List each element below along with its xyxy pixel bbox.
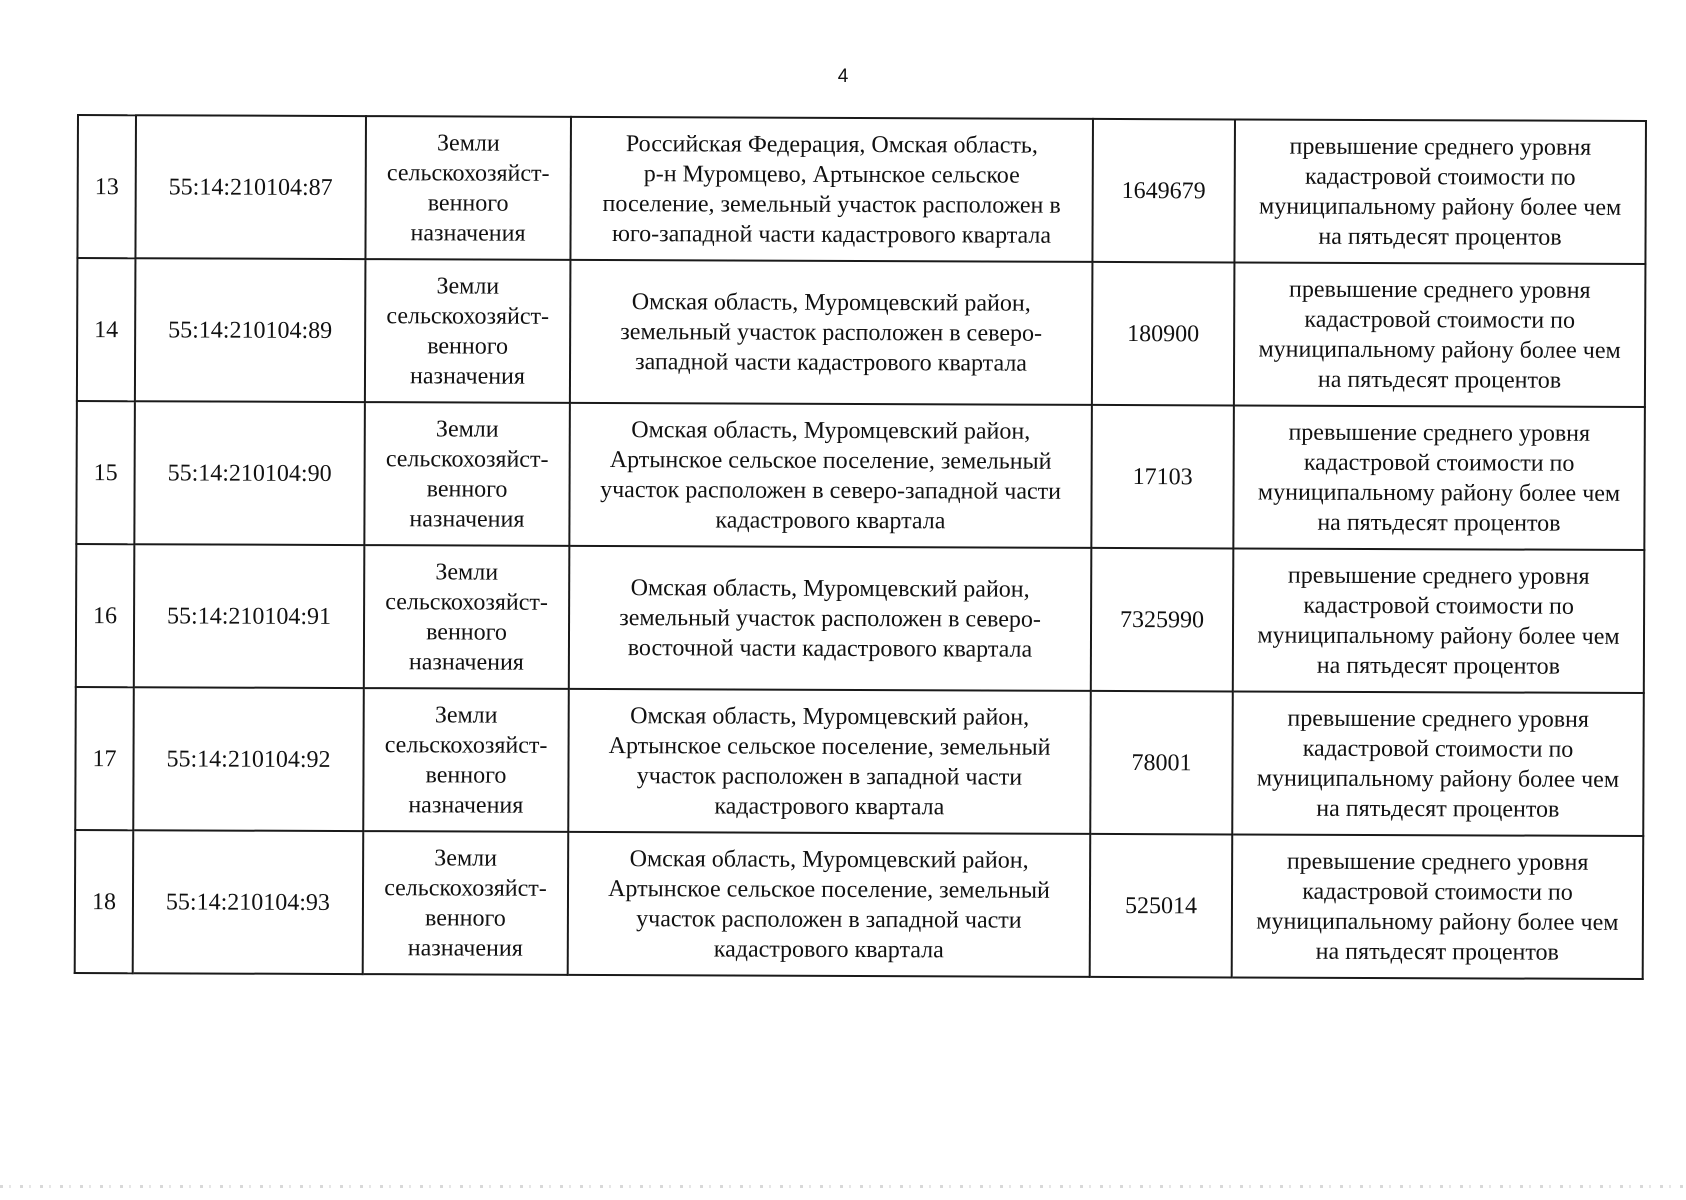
cadastral-value-cell [1092,262,1235,406]
land-category-line: Земли [435,415,499,443]
address-line: Омская область, Муромцевский район, [629,845,1029,874]
address-cell [569,403,1092,548]
reason-line: на пятьдесят процентов [1316,652,1561,680]
address-line: участок расположен в западной части [636,762,1023,791]
address-line: кадастрового квартала [713,935,944,963]
cadastral-number-cell [134,401,365,545]
row-number-cell [76,401,135,544]
reason-cell [1233,405,1645,550]
address-line: кадастрового квартала [715,506,946,534]
cadastral-number-cell [135,115,366,259]
address-line: Омская область, Муромцевский район, [631,416,1031,445]
land-category-line: сельскохозяйст- [386,302,550,330]
address-line: земельный участок расположен в северо- [619,604,1041,633]
address-line: Артынское сельское поселение, земельный [608,732,1051,761]
reason-cell [1234,119,1646,264]
row-number-text: 18 [91,888,117,915]
cadastral-number-text: 55:14:210104:87 [168,173,333,201]
address-cell [570,260,1093,405]
land-category-line: венного [425,761,507,789]
land-category-cell [364,402,570,546]
cadastral-value-text: 7325990 [1120,606,1205,633]
reason-line: на пятьдесят процентов [1318,223,1562,251]
land-category-line: Земли [436,129,500,157]
address-line: Омская область, Муромцевский район, [630,702,1030,731]
reason-line: превышение среднего уровня [1289,133,1592,161]
address-line: Омская область, Муромцевский район, [631,288,1031,317]
cadastral-value-cell [1090,691,1233,835]
address-line: участок расположен в северо-западной части [600,476,1062,505]
land-category-line: сельскохозяйст- [386,159,550,187]
land-category-cell [364,545,570,689]
row-number-cell [75,830,134,973]
row-number-text: 17 [92,745,117,772]
land-category-line: сельскохозяйст- [385,588,548,616]
cadastral-number-cell [133,687,364,831]
land-category-line: венного [426,475,508,503]
land-category-line: Земли [434,844,498,872]
reason-cell [1233,548,1645,693]
land-plots-table [74,114,1647,980]
reason-line: превышение среднего уровня [1286,848,1589,876]
address-line: западной части кадастрового квартала [635,348,1028,377]
land-category-cell [363,688,569,832]
cadastral-value-text: 17103 [1132,463,1193,490]
address-line: р-н Муромцево, Артынское сельское [643,160,1020,189]
address-line: юго-западной части кадастрового квартала [611,220,1052,249]
address-line: участок расположен в западной части [636,905,1022,934]
reason-line: кадастровой стоимости по [1302,878,1573,906]
reason-line: муниципальному району более чем [1256,908,1619,936]
page-number: 4 [837,66,849,87]
reason-line: на пятьдесят процентов [1317,509,1561,537]
address-cell [570,117,1093,262]
row-number-text: 14 [94,316,119,343]
address-line: Российская Федерация, Омская область, [625,130,1038,159]
cadastral-value-text: 180900 [1127,320,1200,347]
address-line: кадастрового квартала [714,792,945,820]
reason-line: превышение среднего уровня [1287,705,1590,733]
cadastral-number-cell [135,258,366,402]
land-category-line: венного [427,189,509,217]
reason-line: кадастровой стоимости по [1304,306,1576,334]
reason-line: муниципальному району более чем [1257,622,1620,650]
cadastral-number-text: 55:14:210104:91 [167,602,332,630]
land-category-line: Земли [436,272,500,300]
reason-line: муниципальному району более чем [1256,765,1620,793]
land-category-line: сельскохозяйст- [384,874,547,902]
land-category-line: назначения [408,791,524,819]
address-cell [568,832,1091,977]
cadastral-number-text: 55:14:210104:89 [168,316,333,344]
row-number-cell [75,687,134,830]
address-line: поселение, земельный участок расположен в [602,190,1061,219]
row-number-text: 16 [93,602,118,629]
cadastral-value-text: 78001 [1131,749,1192,776]
cadastral-value-text: 1649679 [1121,177,1206,204]
reason-line: на пятьдесят процентов [1315,938,1559,966]
land-category-cell [363,831,569,975]
land-category-line: назначения [407,934,523,962]
row-number-cell [76,544,135,687]
land-category-line: сельскохозяйст- [385,445,549,473]
table-body [75,115,1646,979]
cadastral-number-cell [133,830,364,974]
address-cell [569,546,1092,691]
land-category-line: Земли [435,558,499,586]
reason-line: кадастровой стоимости по [1303,592,1574,620]
reason-line: муниципальному району более чем [1258,193,1622,221]
land-category-line: сельскохозяйст- [384,731,548,759]
reason-cell [1232,691,1644,836]
land-category-line: венного [424,904,506,932]
reason-line: кадастровой стоимости по [1304,163,1576,191]
reason-line: кадастровой стоимости по [1302,735,1574,763]
land-category-line: назначения [409,362,526,390]
row-number-cell [77,258,136,401]
land-category-line: назначения [409,505,525,533]
address-line: Артынское сельское поселение, земельный [609,446,1052,475]
cadastral-number-text: 55:14:210104:93 [165,888,331,916]
reason-line: кадастровой стоимости по [1303,449,1575,477]
land-category-line: назначения [410,219,526,247]
reason-line: превышение среднего уровня [1287,562,1590,590]
table-row [77,258,1646,407]
row-number-text: 13 [94,173,119,200]
land-category-line: Земли [434,701,498,729]
reason-line: превышение среднего уровня [1288,276,1591,304]
scan-edge-noise [0,1185,1686,1188]
cadastral-value-cell [1091,405,1234,549]
row-number-text: 15 [93,459,118,486]
cadastral-value-text: 525014 [1124,892,1198,919]
address-cell [568,689,1091,834]
land-category-cell [365,116,571,260]
cadastral-number-cell [134,544,365,688]
table-row [77,115,1646,264]
reason-line: муниципальному району более чем [1258,336,1621,364]
land-category-line: венного [427,332,509,360]
cadastral-value-cell [1091,548,1234,692]
cadastral-number-text: 55:14:210104:90 [167,459,332,487]
address-line: Артынское сельское поселение, земельный [608,875,1050,904]
land-category-cell [365,259,571,403]
reason-line: муниципальному району более чем [1257,479,1621,507]
land-category-line: венного [426,618,507,646]
reason-cell [1234,262,1646,407]
row-number-cell [77,115,136,258]
table-row [75,830,1644,979]
cadastral-number-text: 55:14:210104:92 [166,745,331,773]
table-row [75,687,1644,836]
cadastral-value-cell [1090,834,1233,978]
cadastral-value-cell [1092,119,1235,263]
land-category-line: назначения [408,648,524,676]
address-line: земельный участок расположен в северо- [620,318,1043,347]
reason-line: на пятьдесят процентов [1317,366,1562,394]
table-row [76,401,1645,550]
reason-line: на пятьдесят процентов [1316,795,1560,823]
address-line: восточной части кадастрового квартала [627,634,1033,663]
reason-line: превышение среднего уровня [1288,419,1591,447]
table-row [76,544,1645,693]
address-line: Омская область, Муромцевский район, [630,574,1030,603]
reason-cell [1232,834,1644,979]
